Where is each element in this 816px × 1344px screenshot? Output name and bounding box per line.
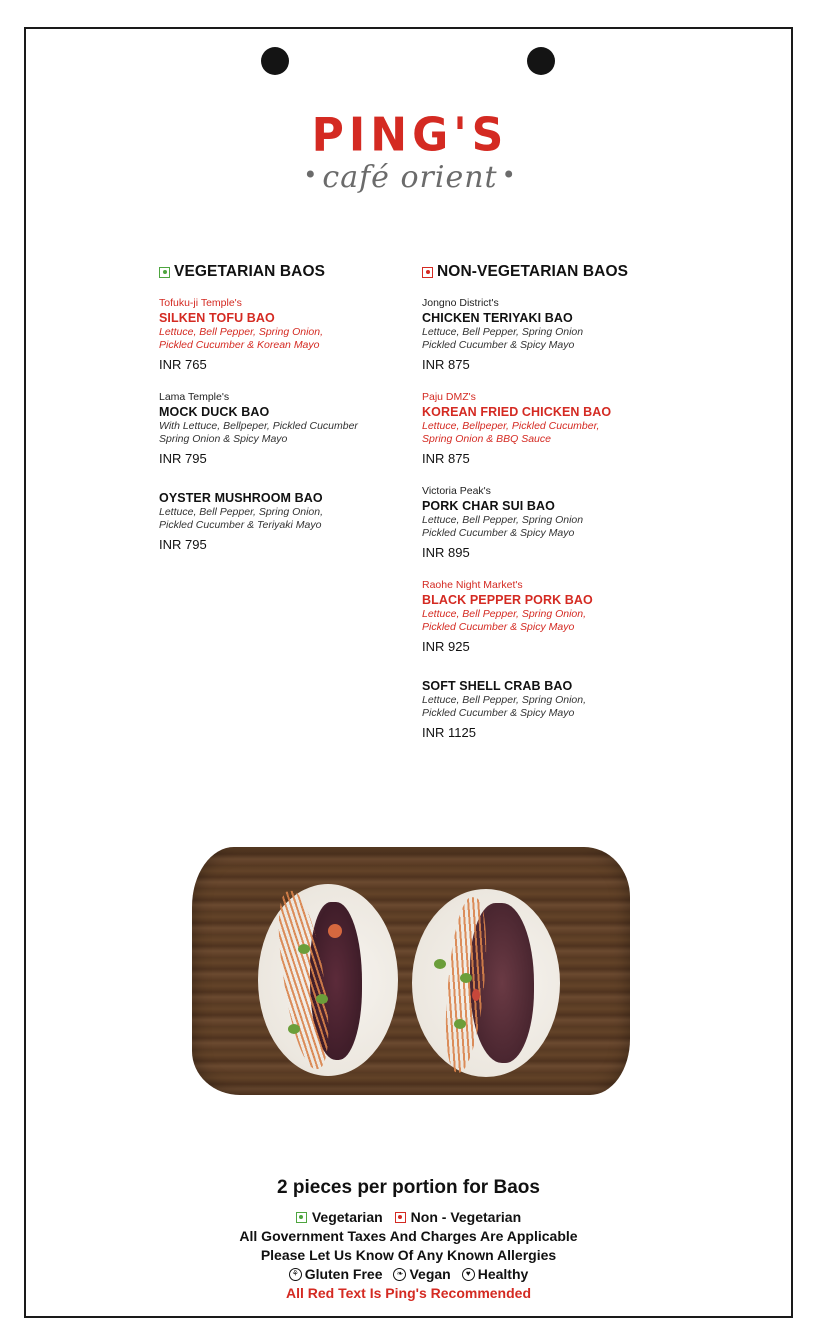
item-description: Pickled Cucumber & Spicy Mayo xyxy=(422,707,575,719)
item-description: Pickled Cucumber & Spicy Mayo xyxy=(422,339,575,351)
item-name: PORK CHAR SUI BAO xyxy=(422,499,555,513)
item-description: Lettuce, Bell Pepper, Spring Onion, xyxy=(422,694,587,706)
portion-note: 2 pieces per portion for Baos xyxy=(277,1177,540,1198)
item-origin: Paju DMZ's xyxy=(422,391,476,403)
item-description: Spring Onion & BBQ Sauce xyxy=(422,433,551,445)
veg-marker-icon xyxy=(296,1212,307,1223)
item-name: SOFT SHELL CRAB BAO xyxy=(422,679,573,693)
item-name: MOCK DUCK BAO xyxy=(159,405,270,419)
item-description: Lettuce, Bell Pepper, Spring Onion, xyxy=(159,326,324,338)
leaf-icon: ❧ xyxy=(393,1268,406,1281)
item-name: OYSTER MUSHROOM BAO xyxy=(159,491,323,505)
item-description: Lettuce, Bell Pepper, Spring Onion, xyxy=(159,506,324,518)
item-description: Pickled Cucumber & Spicy Mayo xyxy=(422,621,575,633)
item-description: Pickled Cucumber & Spicy Mayo xyxy=(422,527,575,539)
item-description: Lettuce, Bell Pepper, Spring Onion xyxy=(422,326,584,338)
taxes-note: All Government Taxes And Charges Are Applicable xyxy=(239,1228,578,1244)
item-description: Lettuce, Bellpeper, Pickled Cucumber, xyxy=(422,420,600,432)
item-price: INR 925 xyxy=(422,639,470,654)
item-price: INR 875 xyxy=(422,357,470,372)
item-price: INR 765 xyxy=(159,357,207,372)
item-price: INR 875 xyxy=(422,451,470,466)
dietary-icons-legend: ⚘ Gluten Free ❧ Vegan ♥ Healthy xyxy=(24,1266,793,1282)
item-description: Spring Onion & Spicy Mayo xyxy=(159,433,288,445)
item-price: INR 795 xyxy=(159,537,207,552)
allergies-note: Please Let Us Know Of Any Known Allergies xyxy=(260,1247,557,1263)
item-origin: Tofuku-ji Temple's xyxy=(159,297,242,309)
recommended-note: All Red Text Is Ping's Recommended xyxy=(285,1285,531,1301)
item-description: Pickled Cucumber & Teriyaki Mayo xyxy=(159,519,322,531)
item-description: Lettuce, Bell Pepper, Spring Onion xyxy=(422,514,584,526)
item-description: Lettuce, Bell Pepper, Spring Onion, xyxy=(422,608,587,620)
item-description: With Lettuce, Bellpeper, Pickled Cucumber xyxy=(159,420,358,432)
item-origin: Victoria Peak's xyxy=(422,485,491,497)
item-name: SILKEN TOFU BAO xyxy=(159,311,275,325)
diet-legend: Vegetarian Non - Vegetarian xyxy=(24,1209,793,1225)
item-price: INR 795 xyxy=(159,451,207,466)
brand-name: PING'S xyxy=(311,108,509,163)
item-origin: Raohe Night Market's xyxy=(422,579,523,591)
item-name: CHICKEN TERIYAKI BAO xyxy=(422,311,573,325)
non-veg-marker-icon xyxy=(395,1212,406,1223)
item-name: KOREAN FRIED CHICKEN BAO xyxy=(422,405,612,419)
item-description: Pickled Cucumber & Korean Mayo xyxy=(159,339,320,351)
wheat-icon: ⚘ xyxy=(289,1268,302,1281)
section-title-vegetarian: VEGETARIAN BAOS xyxy=(159,262,399,282)
item-origin: Lama Temple's xyxy=(159,391,230,403)
item-price: INR 1125 xyxy=(422,725,476,740)
item-name: BLACK PEPPER PORK BAO xyxy=(422,593,593,607)
heart-icon: ♥ xyxy=(462,1268,475,1281)
brand-tagline: • café orient • xyxy=(303,160,517,195)
item-price: INR 895 xyxy=(422,545,470,560)
menu-footer xyxy=(24,0,793,1344)
section-title-non-vegetarian: NON-VEGETARIAN BAOS xyxy=(422,262,662,282)
item-origin: Jongno District's xyxy=(422,297,499,309)
